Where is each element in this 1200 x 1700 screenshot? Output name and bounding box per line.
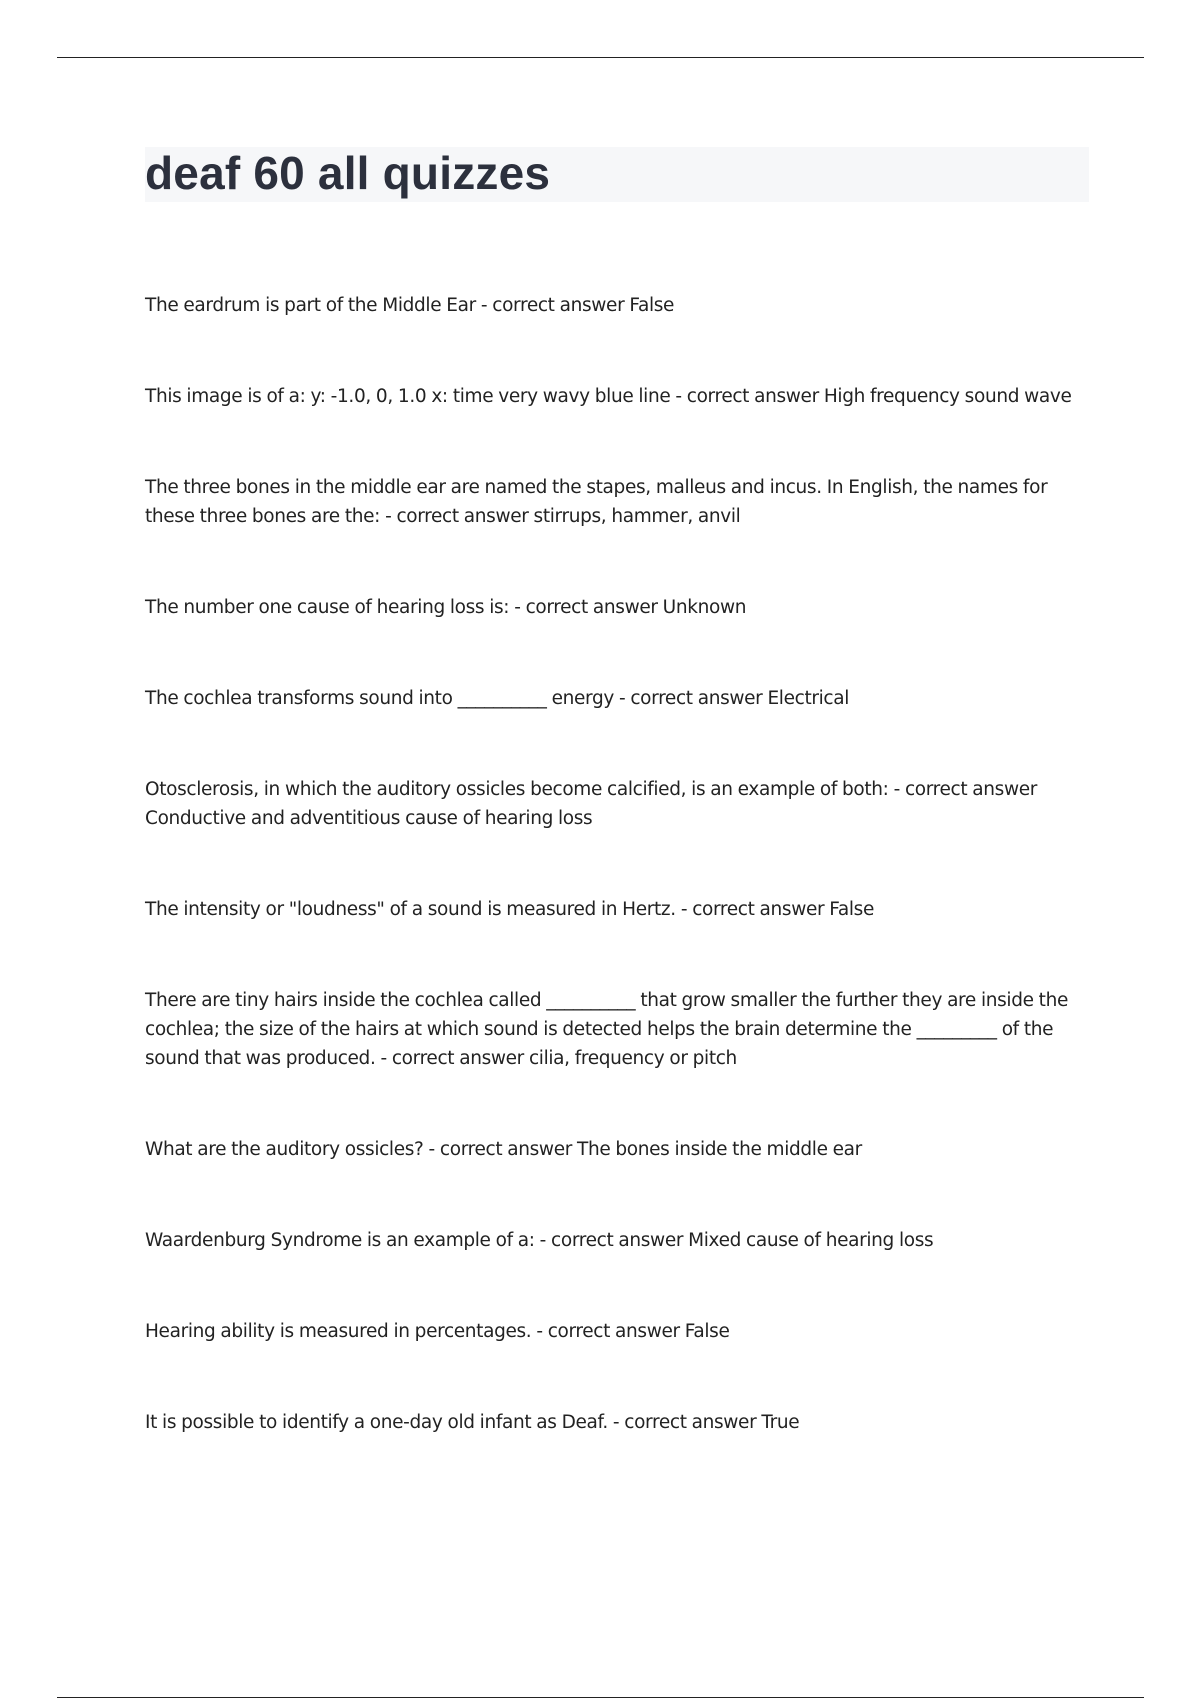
question-answer-list	[145, 291, 1087, 1499]
qa-item-4: The number one cause of hearing loss is: - correct answer Unknown	[145, 597, 747, 618]
qa-item-5: The cochlea transforms sound into __________ energy - correct answer Electrical	[145, 688, 849, 709]
qa-item-8: There are tiny hairs inside the cochlea called __________ that grow smaller the further they are inside the cochlea; the size of the hairs at which sound is detected helps the brain determine the _________ of the sound that was produced. - correct answer cilia, frequency or pitch	[145, 990, 1068, 1069]
qa-item-6: Otosclerosis, in which the auditory ossicles become calcified, is an example of both: - correct answer Conductive and adventitious cause of hearing loss	[145, 779, 1038, 829]
bottom-rule	[57, 1697, 1144, 1698]
qa-item-2: This image is of a: y: -1.0, 0, 1.0 x: time very wavy blue line - correct answer High frequency sound wave	[145, 386, 1072, 407]
top-rule	[57, 57, 1144, 58]
qa-item-3: The three bones in the middle ear are named the stapes, malleus and incus. In English, the names for these three bones are the: - correct answer stirrups, hammer, anvil	[145, 477, 1048, 527]
qa-item-1: The eardrum is part of the Middle Ear - correct answer False	[145, 295, 675, 316]
qa-item-7: The intensity or "loudness" of a sound is measured in Hertz. - correct answer False	[145, 899, 874, 920]
qa-item-9: What are the auditory ossicles? - correct answer The bones inside the middle ear	[145, 1139, 862, 1160]
document-title: deaf 60 all quizzes	[145, 147, 551, 199]
qa-item-11: Hearing ability is measured in percentages. - correct answer False	[145, 1321, 730, 1342]
qa-item-10: Waardenburg Syndrome is an example of a: - correct answer Mixed cause of hearing loss	[145, 1230, 934, 1251]
qa-item-12: It is possible to identify a one-day old infant as Deaf. - correct answer True	[145, 1412, 800, 1433]
